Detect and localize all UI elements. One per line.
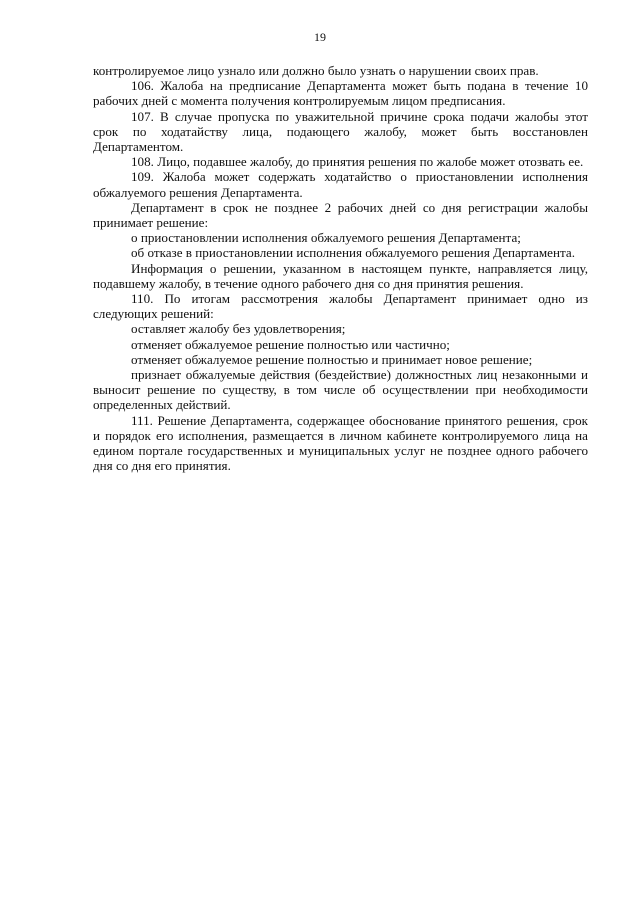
list-item-cancel-new-decision: отменяет обжалуемое решение полностью и принимает новое решение; (131, 351, 533, 367)
paragraph-109-decision: Департамент в срок не позднее 2 рабочих дней со дня регистрации жалобы принимает решение: (93, 199, 588, 231)
list-item-refuse-suspend: об отказе в приостановлении исполнения обжалуемого решения Департамента. (131, 245, 575, 261)
paragraph-110: 110. По итогам рассмотрения жалобы Департамент принимает одно из следующих решений: (93, 291, 588, 322)
paragraph-continuation: контролируемое лицо узнало или должно было узнать о нарушении своих прав. (93, 63, 539, 78)
list-item-cancel-partially: отменяет обжалуемое решение полностью или частично; (131, 336, 450, 352)
document-body (93, 63, 588, 473)
paragraph-111: 111. Решение Департамента, содержащее обоснование принятого решения, срок и порядок его исполнения, размещается в личном кабинете контролируемого лица на едином портале государственных и муниципальных услуг не позднее одного рабочего дня со дня его принятия. (93, 412, 588, 474)
paragraph-107: 107. В случае пропуска по уважительной причине срока подачи жалобы этот срок по ходатайству лица, подающего жалобу, может быть восстановлен Департаментом. (93, 108, 588, 155)
paragraph-106: 106. Жалоба на предписание Департамента может быть подана в течение 10 рабочих дней с момента получения контролируемым лицом предписания. (93, 78, 588, 109)
paragraph-109: 109. Жалоба может содержать ходатайство о приостановлении исполнения обжалуемого решения Департамента. (93, 169, 588, 200)
page-number: 19 (314, 30, 326, 44)
list-item-unlawful-actions: признает обжалуемые действия (бездействие) должностных лиц незаконными и выносит решение по существу, в том числе об осуществлении при необходимости определенных действий. (93, 367, 588, 413)
paragraph-109-information: Информация о решении, указанном в настоящем пункте, направляется лицу, подавшему жалобу, в течение одного рабочего дня со дня принятия решения. (93, 260, 588, 291)
list-item-leave-unsatisfied: оставляет жалобу без удовлетворения; (131, 321, 346, 337)
paragraph-108: 108. Лицо, подавшее жалобу, до принятия решения по жалобе может отозвать ее. (131, 154, 584, 170)
list-item-suspend: о приостановлении исполнения обжалуемого решения Департамента; (131, 230, 521, 246)
